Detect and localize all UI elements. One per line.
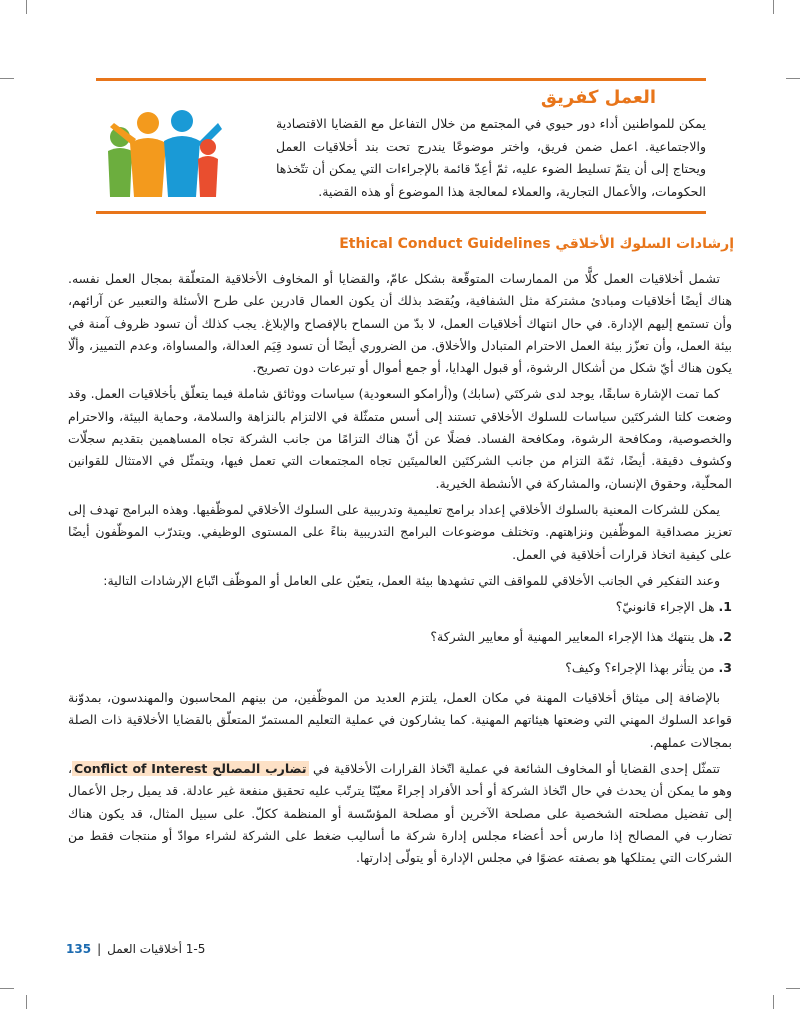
footer-separator: |: [97, 942, 102, 956]
question-text: من يتأثر بهذا الإجراء؟ وكيف؟: [565, 659, 715, 675]
question-item: [68, 626, 732, 648]
paragraph: [68, 758, 732, 869]
crop-mark: [773, 995, 774, 1009]
question-text: هل ينتهك هذا الإجراء المعايير المهنية أو معايير الشركة؟: [430, 629, 715, 645]
crop-mark: [786, 988, 800, 989]
person-icon: [198, 139, 218, 197]
page-footer: [66, 942, 205, 956]
highlighted-term: تضارب المصالح Conflict of Interest: [74, 760, 307, 776]
question-text: هل الإجراء قانونيّ؟: [615, 599, 715, 615]
paragraph: يمكن للشركات المعنية بالسلوك الأخلاقي إعداد برامج تعليمية وتدريبية على السلوك الأخلاقي لموظّفيها. وهذه البرامج تهدف إلى تعزيز مصداقية الموظّفين ونزاهتهم. وتختلف موضوعات البرامج التدريبية بناءً على المستوى الوظيفي. ويتدرّب الموظّفون أيضًا على كيفية اتخاذ قرارات أخلاقية في العمل.: [68, 501, 732, 562]
crop-mark: [773, 0, 774, 14]
question-number: 3.: [718, 659, 732, 675]
question-number: 2.: [718, 629, 732, 645]
crop-mark: [26, 995, 27, 1009]
question-item: [68, 657, 732, 679]
question-number: 1.: [718, 599, 732, 615]
paragraph: كما تمت الإشارة سابقًا، يوجد لدى شركتَي (سابك) و(أرامكو السعودية) سياسات ووثائق شاملة فيما يتعلّق بأخلاقيات العمل. وقد وضعت كلتا الشركتَين سياسات للسلوك الأخلاقي تستند إلى أسس متمثّلة في الالتزام بالنزاهة والسلامة، وحماية البيئة، والاحترام والخصوصية، ومكافحة الرشوة، ومكافحة الفساد. فضلًا عن أنّ هناك التزامًا من جانب الشركة تجاه المساهمين بتقديم سجلّات وكشوف دقيقة. أيضًا، ثمّة التزام من جانب الشركتَين العالميتَين تجاه المجتمعات التي تعمل فيها، ويتمثّل في الامتثال للقوانين المحلّية، وحقوق الإنسان، والمشاركة في الأنشطة الخيرية.: [68, 386, 732, 491]
team-people-icon: [104, 101, 224, 201]
chapter-label: 1-5 أخلاقيات العمل: [107, 942, 206, 956]
box-title: العمل كفريق: [540, 87, 656, 108]
paragraph-text: ، وهو ما يمكن أن يحدث في حال اتّخاذ الشركة أو أحد الأفراد إجراءً معيّنًا يترتّب عليه تحقيق منفعة غير عادلة. قد يميل رجل الأعمال إلى تفضيل مصلحته الشخصية على مصلحة الآخرين أو مصلحة المؤسّسة أو المنظمة ككلّ. على سبيل المثال، قد يكون هناك تضارب في المصالح إذا مارس أحد أعضاء مجلس إدارة شركة ما أساليب ضغط على الشركة لشراء موادّ أو منتجات فقط من الشركات التي يمتلكها هو بصفته عضوًا في مجلس الإدارة أو يتولّى إدارتها.: [68, 760, 732, 866]
question-item: [68, 596, 732, 618]
crop-mark: [26, 0, 27, 14]
crop-mark: [0, 988, 14, 989]
section-title: إرشادات السلوك الأخلاقي Ethical Conduct Guidelines: [339, 236, 734, 252]
crop-mark: [0, 78, 14, 79]
paragraph: وعند التفكير في الجانب الأخلاقي للمواقف التي تشهدها بيئة العمل، يتعيّن على العامل أو الموظّف اتّباع الإرشادات التالية:: [103, 572, 720, 588]
paragraph: تشمل أخلاقيات العمل كلًّا من الممارسات المتوقّعة بشكل عامّ، والقضايا أو المخاوف الأخلاقية المتعلّقة بمجال العمل نفسه. هناك أيضًا أخلاقيات ومبادئ مشتركة مثل الشفافية، ويُقصَد بذلك أن يكون العمال قادرين على طرح الأسئلة والتعبير عن آرائهم، وأن تستمع إليهم الإدارة. في حال انتهاك أخلاقيات العمل، لا بدّ من السماح بالإفصاح والإبلاغ. يجب كذلك أن تسود ظروف آمنة في بيئة العمل، وأن تعزّز بيئة العمل الاحترام المتبادل والأخلاق. من الضروري أيضًا أن تسود قِيَم العدالة، والمساواة، وعدم التمييز، وألّا يكون هناك أيّ شكل من أشكال الرشوة، أو قبول الهدايا، أو جمع أموال أو تبرعات دون تصريح.: [68, 271, 732, 376]
box-text: يمكن للمواطنين أداء دور حيوي في المجتمع من خلال التفاعل مع القضايا الاقتصادية والاجتماعية. اعمل ضمن فريق، واختر موضوعًا يندرج تحت بند أخلاقيات العمل ويحتاج إلى أن يتمّ تسليط الضوء عليه، ثمّ أعِدّ قائمة بالإجراءات التي يمكن أن تتّخذها الحكومات، والأعمال التجارية، والعملاء لمعالجة هذا الموضوع أو هذه القضية.: [276, 116, 706, 199]
crop-mark: [786, 78, 800, 79]
teamwork-box: [96, 78, 706, 214]
paragraph-text: تتمثّل إحدى القضايا أو المخاوف الشائعة في عملية اتّخاذ القرارات الأخلاقية في: [308, 760, 720, 776]
page-number: 135: [66, 942, 92, 956]
paragraph: بالإضافة إلى ميثاق أخلاقيات المهنة في مكان العمل، يلتزم العديد من الموظّفين، من بينهم المحاسبون والمهندسون، بمدوّنة قواعد السلوك المهني التي وضعتها هيئاتهم المهنية. كما يشاركون في عملية التعليم المستمرّ المتعلّق بالقضايا الأخلاقية ذات الصلة بمجالات عملهم.: [68, 690, 732, 750]
main-content: [68, 268, 732, 873]
